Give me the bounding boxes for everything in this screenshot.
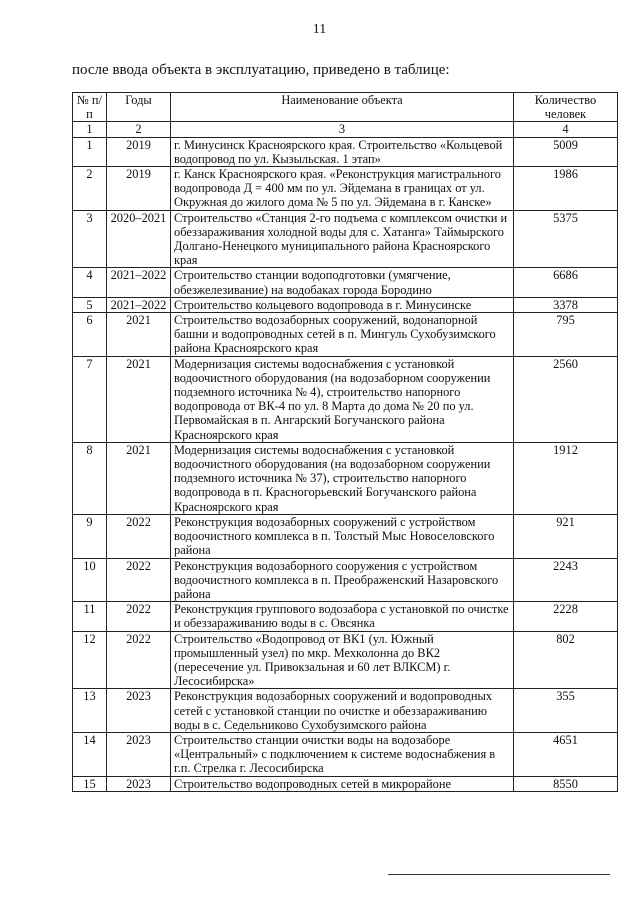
cell-count: 355 — [514, 689, 618, 733]
page-number: 11 — [312, 22, 327, 37]
cell-name: Строительство «Водопровод от ВК1 (ул. Южный промышленный узел) по мкр. Мехколонна до ВК2 (пересечение ул. Привокзальная и 60 лет ВЛКСМ) г. Лесосибирска» — [171, 631, 514, 689]
cell-name: Реконструкция водозаборных сооружений с устройством водоочистного комплекса в п. Толстый Мыс Новоселовского района — [171, 514, 514, 558]
table-row — [73, 297, 618, 312]
table-row — [73, 514, 618, 558]
cell-name: г. Минусинск Красноярского края. Строительство «Кольцевой водопровод по ул. Кызыльская. 1 этап» — [171, 137, 514, 166]
table-header-row — [73, 93, 618, 122]
cell-num: 14 — [73, 732, 107, 776]
cell-years: 2022 — [107, 514, 171, 558]
cell-name: Строительство станции водоподготовки (умягчение, обезжелезивание) на водобаках города Бородино — [171, 268, 514, 297]
table-index-row — [73, 122, 618, 137]
table-body — [73, 137, 618, 791]
cell-years: 2020–2021 — [107, 210, 171, 268]
footer-rule — [388, 874, 610, 875]
cell-years: 2019 — [107, 167, 171, 211]
cell-num: 10 — [73, 558, 107, 602]
cell-years: 2023 — [107, 776, 171, 791]
cell-count: 2243 — [514, 558, 618, 602]
table-row — [73, 558, 618, 602]
index-cell: 2 — [107, 122, 171, 137]
cell-years: 2019 — [107, 137, 171, 166]
cell-num: 2 — [73, 167, 107, 211]
table-row — [73, 732, 618, 776]
cell-num: 11 — [73, 602, 107, 631]
cell-num: 13 — [73, 689, 107, 733]
cell-count: 921 — [514, 514, 618, 558]
cell-name: Реконструкция группового водозабора с установкой по очистке и обеззараживанию воды в с. Овсянка — [171, 602, 514, 631]
header-count: Количество человек — [514, 93, 618, 122]
header-years: Годы — [107, 93, 171, 122]
cell-num: 9 — [73, 514, 107, 558]
table-row — [73, 356, 618, 442]
cell-name: Реконструкция водозаборного сооружения с устройством водоочистного комплекса в п. Преображенский Назаровского района — [171, 558, 514, 602]
cell-num: 12 — [73, 631, 107, 689]
cell-count: 5375 — [514, 210, 618, 268]
table-row — [73, 602, 618, 631]
cell-num: 1 — [73, 137, 107, 166]
cell-num: 5 — [73, 297, 107, 312]
table-row — [73, 689, 618, 733]
table-row — [73, 210, 618, 268]
table-row — [73, 268, 618, 297]
cell-num: 8 — [73, 442, 107, 514]
table-row — [73, 631, 618, 689]
cell-name: Модернизация системы водоснабжения с установкой водоочистного оборудования (на водозаборном сооружении подземного источника № 37), строительство напорного водопровода в п. Красногорьевский Богучанского района Красноярского края — [171, 442, 514, 514]
cell-years: 2021 — [107, 313, 171, 357]
cell-name: Строительство кольцевого водопровода в г. Минусинске — [171, 297, 514, 312]
cell-num: 6 — [73, 313, 107, 357]
table-row — [73, 137, 618, 166]
cell-count: 3378 — [514, 297, 618, 312]
cell-count: 802 — [514, 631, 618, 689]
table-row — [73, 167, 618, 211]
cell-years: 2021–2022 — [107, 297, 171, 312]
cell-num: 7 — [73, 356, 107, 442]
cell-num: 15 — [73, 776, 107, 791]
cell-name: Строительство станции очистки воды на водозаборе «Центральный» с подключением к системе водоснабжения в г.п. Стрелка г. Лесосибирска — [171, 732, 514, 776]
cell-count: 5009 — [514, 137, 618, 166]
header-num: № п/п — [73, 93, 107, 122]
cell-name: Строительство «Станция 2-го подъема с комплексом очистки и обеззараживания холодной воды для с. Хатанга» Таймырского Долгано-Ненецкого муниципального района Красноярского края — [171, 210, 514, 268]
cell-count: 2560 — [514, 356, 618, 442]
cell-name: Строительство водозаборных сооружений, водонапорной башни и водопроводных сетей в п. Мингуль Сухобузимского района Красноярского края — [171, 313, 514, 357]
intro-text: после ввода объекта в эксплуатацию, приведено в таблице: — [72, 62, 450, 78]
cell-count: 6686 — [514, 268, 618, 297]
cell-count: 1986 — [514, 167, 618, 211]
table-row — [73, 776, 618, 791]
cell-count: 8550 — [514, 776, 618, 791]
cell-count: 2228 — [514, 602, 618, 631]
cell-years: 2022 — [107, 558, 171, 602]
objects-table — [72, 92, 618, 792]
cell-name: Модернизация системы водоснабжения с установкой водоочистного оборудования (на водозаборном сооружении подземного источника № 4), строительство напорного водопровода от ВК-4 по ул. 8 Марта до дома № 20 по ул. Первомайская в п. Ангарский Богучанского района Красноярского края — [171, 356, 514, 442]
cell-count: 4651 — [514, 732, 618, 776]
cell-years: 2023 — [107, 689, 171, 733]
cell-years: 2022 — [107, 602, 171, 631]
cell-years: 2021–2022 — [107, 268, 171, 297]
header-name: Наименование объекта — [171, 93, 514, 122]
cell-years: 2021 — [107, 356, 171, 442]
cell-years: 2021 — [107, 442, 171, 514]
cell-num: 3 — [73, 210, 107, 268]
cell-name: Реконструкция водозаборных сооружений и водопроводных сетей с установкой станции по очистке и обеззараживанию воды в с. Седельниково Сухобузимского района — [171, 689, 514, 733]
index-cell: 4 — [514, 122, 618, 137]
cell-years: 2022 — [107, 631, 171, 689]
index-cell: 1 — [73, 122, 107, 137]
cell-count: 795 — [514, 313, 618, 357]
cell-years: 2023 — [107, 732, 171, 776]
cell-name: г. Канск Красноярского края. «Реконструкция магистрального водопровода Д = 400 мм по ул. Эйдемана в границах от ул. Окружная до жилого дома № 5 по ул. Эйдемана в г. Канске» — [171, 167, 514, 211]
cell-name: Строительство водопроводных сетей в микрорайоне — [171, 776, 514, 791]
index-cell: 3 — [171, 122, 514, 137]
table-row — [73, 442, 618, 514]
cell-count: 1912 — [514, 442, 618, 514]
cell-num: 4 — [73, 268, 107, 297]
table-row — [73, 313, 618, 357]
